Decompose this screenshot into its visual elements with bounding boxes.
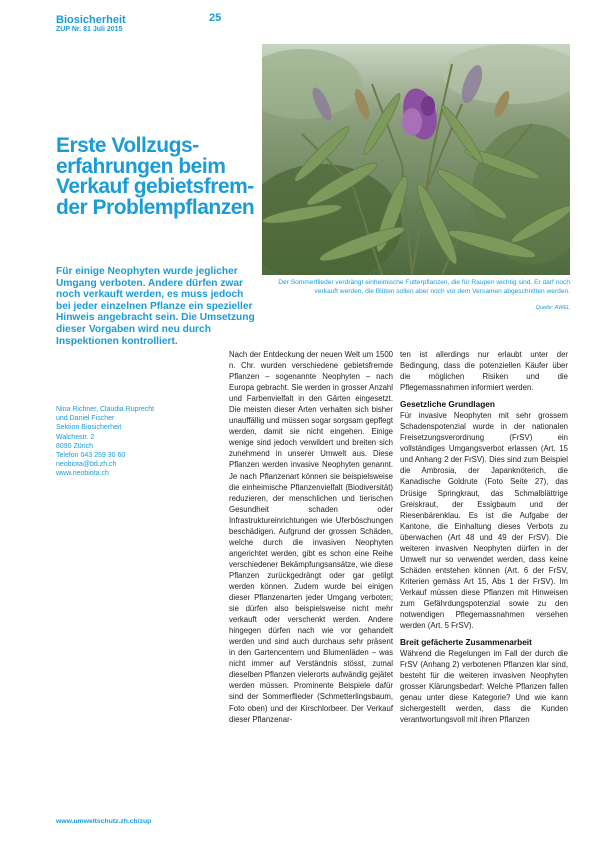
- section-heading: Breit gefächerte Zusammenarbeit: [400, 637, 532, 648]
- author-contact: [56, 405, 226, 479]
- article-lead: Für einige Neophyten wurde jeglicher Umgang verboten. Andere dürfen zwar noch verkauft werden, es muss jedoch bei jeder einzelnen Pflanze ein spezieller Hinweis angebracht sein. Die Umsetzung dieser Vorgaben wird neu durch Inspektionen kontrolliert.: [56, 266, 255, 347]
- photo-source: Quelle: AWEL: [535, 305, 570, 311]
- page-number: 25: [209, 12, 222, 24]
- issue-info: ZUP Nr. 81 Juli 2015: [56, 26, 123, 33]
- body-paragraph: Für invasive Neophyten mit sehr grossem Schadenspotenzial wurde in der nationalen Freisetzungsverordnung (FrSV) ein vollständiges Umgangsverbot erlassen (Art. 15 und Anhang 2 der FrSV). Dies sind zum Beispiel die Ambrosia, der Japanknöterich, die Kanadische Goldrute (Foto Seite 27), das Drüsige Springkraut, das Schmalblättrige Greiskraut, der Essigbaum und der Riesenbärenklau. Es ist die Aufgabe der Kantone, die Einhaltung dieses Verbots zu überwachen (Art 48 und 49 der FrSV). Die weiteren invasiven Neophyten dürfen in der Umwelt nur so verwendet werden, dass keine Schäden entstehen können (Art. 6 der FrSV, Kriterien gemäss Art 15, Abs 1 der FrSV). Im Verkauf müssen diese Pflanzen mit Hinweisen zum Gefährdungspotenzial sowie zu den notwendigen Pflegemassnahmen versehen werden (Art. 5 FrSV).: [400, 411, 568, 631]
- author-street: Walchestr. 2: [56, 433, 95, 441]
- author-department: Sektion Biosicherheit: [56, 424, 122, 432]
- photo-caption: Der Sommerflieder verdrängt einheimische Futterpflanzen, die für Raupen wichtig sind. Er darf noch verkauft werden, die Blüten sollen aber noch vor dem Versamen abgeschnitten werden.: [278, 279, 570, 295]
- section-title: Biosicherheit: [56, 14, 126, 26]
- section-heading: Gesetzliche Grundlagen: [400, 399, 495, 410]
- author-phone: Telefon 043 259 30 60: [56, 452, 126, 460]
- footer-url-link[interactable]: www.umweltschutz.zh.ch/zup: [56, 818, 152, 825]
- author-email-link[interactable]: neobiota@bd.zh.ch: [56, 461, 117, 469]
- body-paragraph: Nach der Entdeckung der neuen Welt um 1500 n. Chr. wurden verschiedene gebietsfremde Pflanzen – sogenannte Neophyten – nach Europa gebracht. Sie werden in grosser Anzahl und Farbenvielfalt in den Gärten eingesetzt. Die meisten dieser Arten verhalten sich bisher unauffällig und müssen sogar sorgsam gepflegt werden, damit sie nicht eingehen. Einige wenige sind jedoch verwildert und breiten sich zunehmend in unserer Umwelt aus. Diese Pflanzen werden invasive Neophyten genannt. Je nach Pflanzenart können sie beispielsweise die einheimische Pflanzenvielfalt (Biodiversität) reduzieren, der menschlichen und tierischen Gesundheit schaden oder Infrastruktureinrichtungen wie Uferböschungen beschädigen. Aufgrund der grossen Schäden, welche durch die invasiven Neophyten angerichtet werden, gibt es schon eine Reihe verschiedener Bekämpfungsansätze, wie diese Pflanzen zurückgedrängt oder gar getilgt werden können. Zudem wurde bei einigen dieser Pflanzenarten jeder Umgang verboten; sie dürfen also beispielsweise nicht mehr verkauft oder verschenkt werden. Andere hingegen dürfen nach wie vor gehandelt werden und sind auch durchaus sehr präsent in den Gartencentern und Blumenläden – was nicht immer auf Verständnis stösst, zumal dieselben Pflanzen vielerorts aufwändig gejätet werden müssen. Prominente Beispiele dafür sind der Sommerflieder (Schmetterlingsbaum, Foto oben) und der Kirschlorbeer. Der Verkauf dieser Pflanzenar-: [229, 350, 393, 724]
- body-paragraph: ten ist allerdings nur erlaubt unter der Bedingung, dass die potenziellen Käufer über die möglichen Risiken und die Pflegemassnahmen informiert werden.: [400, 350, 568, 393]
- body-column-2: [400, 349, 568, 725]
- body-column-1: [229, 349, 393, 725]
- butterfly-bush-photo: [262, 44, 570, 275]
- author-city: 8090 Zürich: [56, 442, 93, 450]
- body-paragraph: Während die Regelungen im Fall der durch die FrSV (Anhang 2) verbotenen Pflanzen klar sind, besteht für die weiteren invasiven Neophyten grosser Klärungsbedarf: Welche Pflanzen fallen genau unter diese Kategorie? Und wie kann sichergestellt werden, dass die Kunden verantwortungsvoll mit ihren Pflanzen: [400, 649, 568, 725]
- article-title: Erste Vollzugserfahrungen beim Verkauf gebietsfremder Problempflanzen: [56, 134, 255, 219]
- author-names: Nina Richner, Claudia Ruprecht: [56, 406, 155, 413]
- author-web-link[interactable]: www.neobiota.ch: [56, 470, 109, 478]
- author-names-2: und Daniel Fischer: [56, 415, 115, 423]
